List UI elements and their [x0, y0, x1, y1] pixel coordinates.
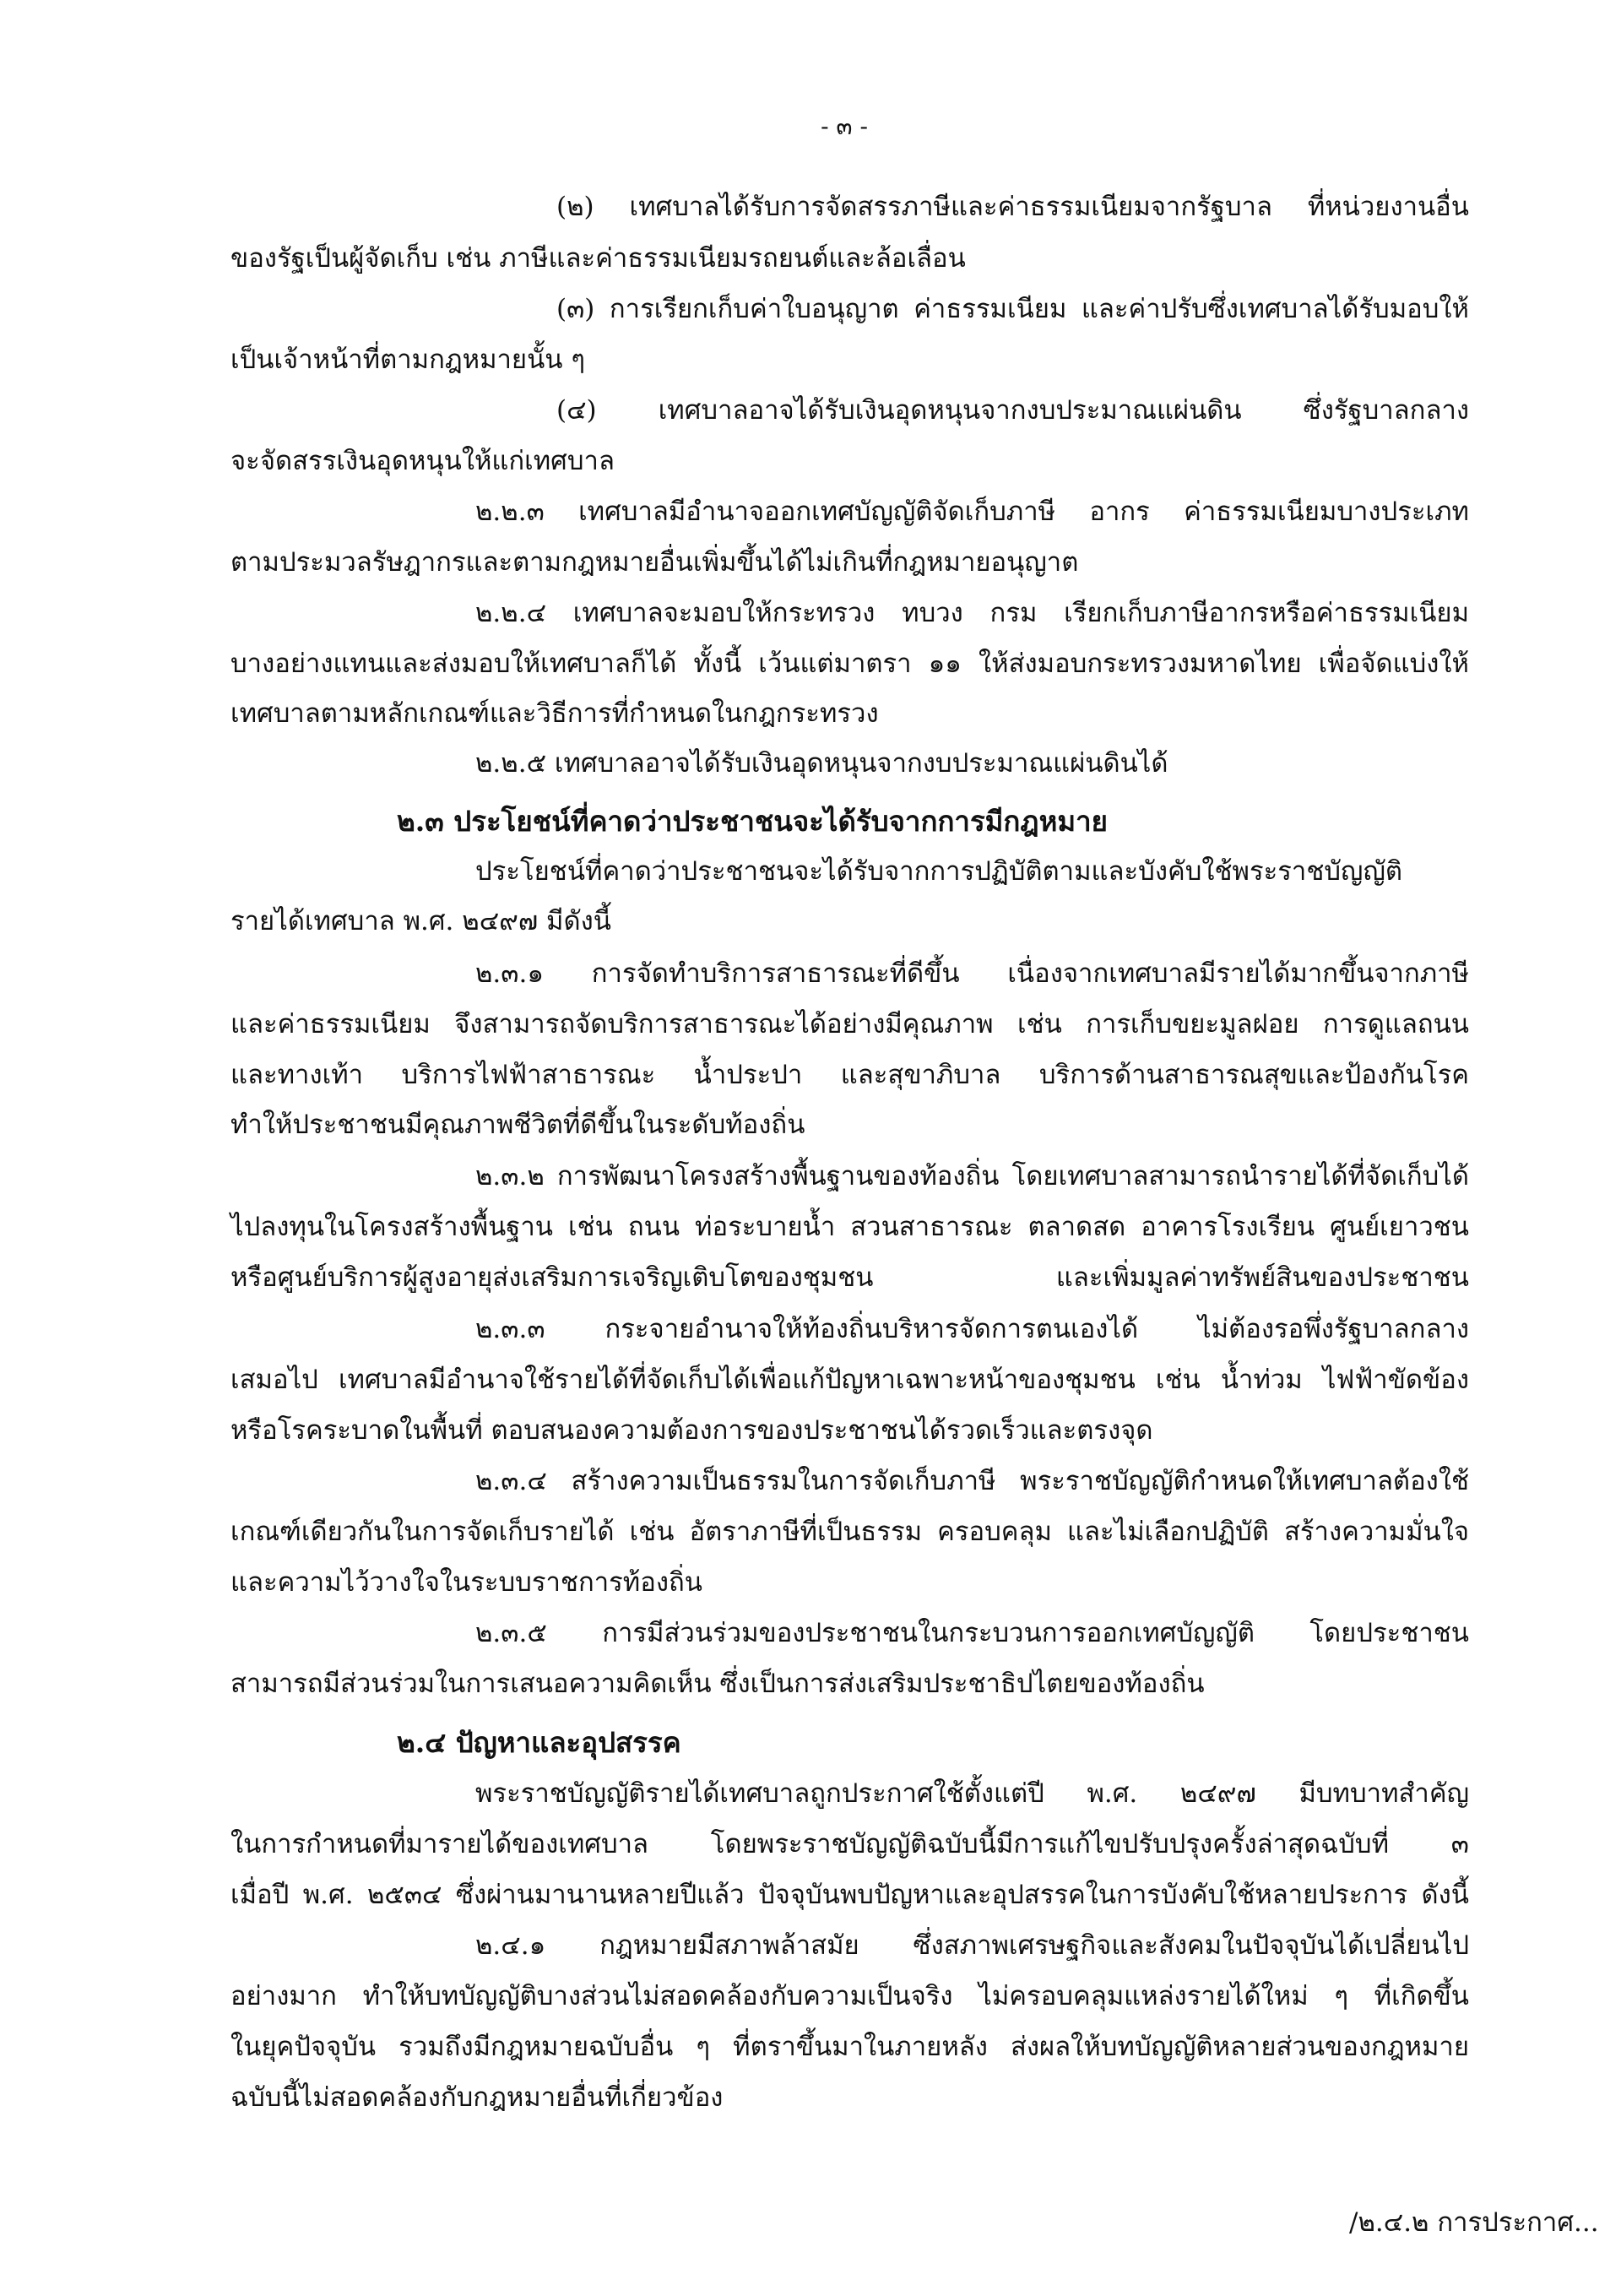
text-line: ๒.๒.๓ เทศบาลมีอำนาจออกเทศบัญญัติจัดเก็บภาษี อากร ค่าธรรมเนียมบางประเภท: [475, 497, 1469, 527]
text-line: ในการกำหนดที่มารายได้ของเทศบาล โดยพระราชบัญญัติฉบับนี้มีการแก้ไขปรับปรุงครั้งล่าสุดฉบับที่ ๓: [230, 1829, 1469, 1859]
text-line: ๒.๒.๕ เทศบาลอาจได้รับเงินอุดหนุนจากงบประมาณแผ่นดินได้: [475, 748, 1168, 779]
text-line: และความไว้วางใจในระบบราชการท้องถิ่น: [230, 1567, 702, 1598]
text-line: ทำให้ประชาชนมีคุณภาพชีวิตที่ดีขึ้นในระดับท้องถิ่น: [230, 1110, 805, 1140]
text-line: จะจัดสรรเงินอุดหนุนให้แก่เทศบาล: [230, 446, 615, 476]
page-number: - ๓ -: [821, 112, 868, 140]
text-line: เกณฑ์เดียวกันในการจัดเก็บรายได้ เช่น อัตราภาษีที่เป็นธรรม ครอบคลุม และไม่เลือกปฏิบัติ สร้างความมั่นใจ: [230, 1517, 1469, 1547]
section-heading: ๒.๓ ประโยชน์ที่คาดว่าประชาชนจะได้รับจากการมีกฎหมาย: [397, 805, 1108, 838]
text-line: และทางเท้า บริการไฟฟ้าสาธารณะ น้ำประปา และสุขาภิบาล บริการด้านสาธารณสุขและป้องกันโรค: [230, 1060, 1469, 1090]
text-line: (๒) เทศบาลได้รับการจัดสรรภาษีและค่าธรรมเนียมจากรัฐบาล ที่หน่วยงานอื่น: [556, 192, 1469, 222]
text-line: ๒.๓.๕ การมีส่วนร่วมของประชาชนในกระบวนการออกเทศบัญญัติ โดยประชาชน: [475, 1618, 1469, 1648]
text-line: ตามประมวลรัษฎากรและตามกฎหมายอื่นเพิ่มขึ้นได้ไม่เกินที่กฎหมายอนุญาต: [230, 547, 1079, 578]
text-line: ฉบับนี้ไม่สอดคล้องกับกฎหมายอื่นที่เกี่ยวข้อง: [230, 2082, 724, 2113]
section-heading: ๒.๔ ปัญหาและอุปสรรค: [397, 1726, 681, 1759]
text-line: รายได้เทศบาล พ.ศ. ๒๔๙๗ มีดังนี้: [230, 906, 611, 936]
text-line: ๒.๓.๒ การพัฒนาโครงสร้างพื้นฐานของท้องถิ่น โดยเทศบาลสามารถนำรายได้ที่จัดเก็บได้: [475, 1161, 1469, 1191]
text-line: เมื่อปี พ.ศ. ๒๕๓๔ ซึ่งผ่านมานานหลายปีแล้ว ปัจจุบันพบปัญหาและอุปสรรคในการบังคับใช้หลายประการ ดังนี้: [230, 1880, 1469, 1910]
text-line: หรือโรคระบาดในพื้นที่ ตอบสนองความต้องการของประชาชนได้รวดเร็วและตรงจุด: [230, 1415, 1153, 1446]
text-line: ไปลงทุนในโครงสร้างพื้นฐาน เช่น ถนน ท่อระบายน้ำ สวนสาธารณะ ตลาดสด อาคารโรงเรียน ศูนย์เยาวชน: [230, 1212, 1469, 1242]
text-line: ๒.๒.๔ เทศบาลจะมอบให้กระทรวง ทบวง กรม เรียกเก็บภาษีอากรหรือค่าธรรมเนียม: [475, 598, 1469, 628]
text-line: เสมอไป เทศบาลมีอำนาจใช้รายได้ที่จัดเก็บได้เพื่อแก้ปัญหาเฉพาะหน้าของชุมชน เช่น น้ำท่วม ไฟฟ้าขัดข้อง: [230, 1365, 1469, 1395]
text-line: บางอย่างแทนและส่งมอบให้เทศบาลก็ได้ ทั้งนี้ เว้นแต่มาตรา ๑๑ ให้ส่งมอบกระทรวงมหาดไทย เพื่อจัดแบ่งให้: [230, 649, 1469, 679]
text-line: ๒.๓.๑ การจัดทำบริการสาธารณะที่ดีขึ้น เนื่องจากเทศบาลมีรายได้มากขึ้นจากภาษี: [475, 958, 1469, 989]
text-line: สามารถมีส่วนร่วมในการเสนอความคิดเห็น ซึ่งเป็นการส่งเสริมประชาธิปไตยของท้องถิ่น: [230, 1669, 1205, 1699]
text-line: ๒.๔.๑ กฎหมายมีสภาพล้าสมัย ซึ่งสภาพเศรษฐกิจและสังคมในปัจจุบันได้เปลี่ยนไป: [475, 1930, 1469, 1961]
text-line: พระราชบัญญัติรายได้เทศบาลถูกประกาศใช้ตั้งแต่ปี พ.ศ. ๒๔๙๗ มีบทบาทสำคัญ: [475, 1778, 1469, 1809]
text-line: ของรัฐเป็นผู้จัดเก็บ เช่น ภาษีและค่าธรรมเนียมรถยนต์และล้อเลื่อน: [230, 243, 966, 274]
text-line: อย่างมาก ทำให้บทบัญญัติบางส่วนไม่สอดคล้องกับความเป็นจริง ไม่ครอบคลุมแหล่งรายได้ใหม่ ๆ ที่เกิดขึ้น: [230, 1981, 1469, 2011]
page-continuation: /๒.๔.๒ การประกาศ...: [1349, 2207, 1599, 2238]
text-line: ในยุคปัจจุบัน รวมถึงมีกฎหมายฉบับอื่น ๆ ที่ตราขึ้นมาในภายหลัง ส่งผลให้บทบัญญัติหลายส่วนของกฎหมาย: [230, 2032, 1469, 2062]
text-line: หรือศูนย์บริการผู้สูงอายุส่งเสริมการเจริญเติบโตของชุมชน และเพิ่มมูลค่าทรัพย์สินของประชาชน: [230, 1262, 1469, 1293]
text-line: ๒.๓.๔ สร้างความเป็นธรรมในการจัดเก็บภาษี พระราชบัญญัติกำหนดให้เทศบาลต้องใช้: [475, 1466, 1469, 1496]
text-line: (๓) การเรียกเก็บค่าใบอนุญาต ค่าธรรมเนียม และค่าปรับซึ่งเทศบาลได้รับมอบให้: [556, 294, 1469, 324]
text-line: ๒.๓.๓ กระจายอำนาจให้ท้องถิ่นบริหารจัดการตนเองได้ ไม่ต้องรอพึ่งรัฐบาลกลาง: [475, 1314, 1469, 1344]
text-line: ประโยชน์ที่คาดว่าประชาชนจะได้รับจากการปฏิบัติตามและบังคับใช้พระราชบัญญัติ: [475, 856, 1403, 887]
text-line: เป็นเจ้าหน้าที่ตามกฎหมายนั้น ๆ: [230, 345, 585, 375]
text-line: และค่าธรรมเนียม จึงสามารถจัดบริการสาธารณะได้อย่างมีคุณภาพ เช่น การเก็บขยะมูลฝอย การดูแลถนน: [230, 1009, 1469, 1039]
text-line: (๔) เทศบาลอาจได้รับเงินอุดหนุนจากงบประมาณแผ่นดิน ซึ่งรัฐบาลกลาง: [556, 395, 1469, 426]
text-line: เทศบาลตามหลักเกณฑ์และวิธีการที่กำหนดในกฎกระทรวง: [230, 698, 879, 729]
